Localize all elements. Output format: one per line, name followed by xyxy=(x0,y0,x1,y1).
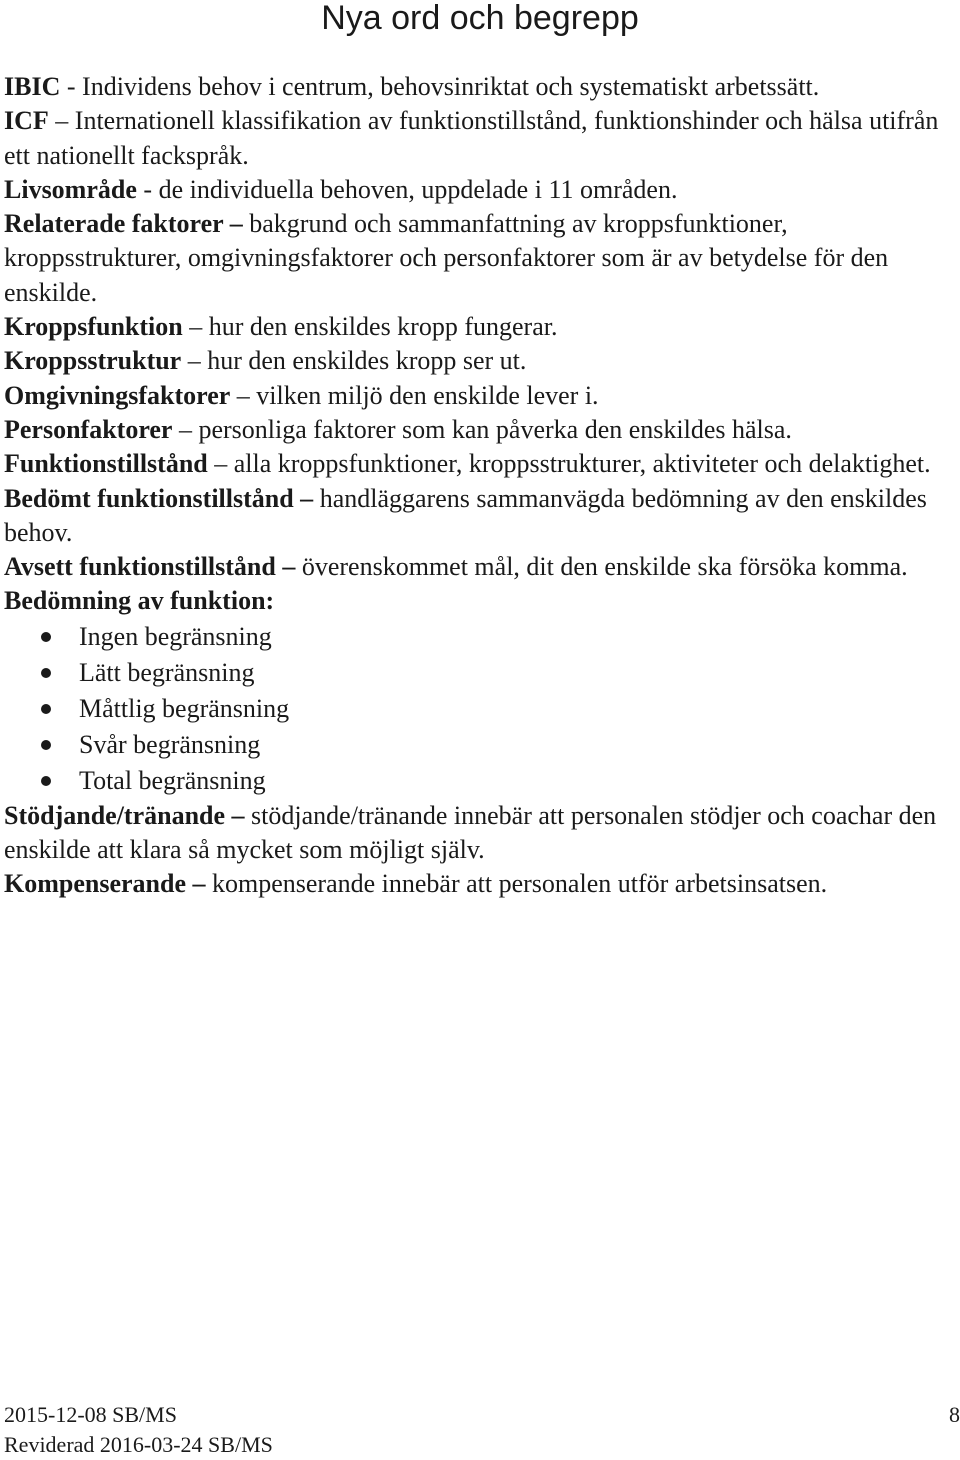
definition-term: Avsett funktionstillstånd – xyxy=(4,552,296,582)
definition-entry xyxy=(4,70,960,104)
bullet-icon xyxy=(41,740,51,750)
bullet-icon xyxy=(41,704,51,714)
definition-separator: – xyxy=(182,312,209,342)
definition-text: hur den enskildes kropp fungerar. xyxy=(208,312,558,342)
page-title: Nya ord och begrepp xyxy=(321,0,639,37)
definition-term: Stödjande/tränande – xyxy=(4,800,245,830)
definition-entry xyxy=(4,173,960,207)
definition-text: de individuella behoven, uppdelade i 11 områden. xyxy=(158,174,678,204)
bullet-icon xyxy=(41,668,51,678)
definition-text: stödjande/tränande innebär att personalen stödjer och coachar den enskilde att klara så mycket som möjligt själv. xyxy=(4,800,937,865)
definition-text: Individens behov i centrum, behovsinriktat och systematiskt arbetssätt. xyxy=(82,72,820,101)
definition-term: Kroppsstruktur xyxy=(4,346,182,376)
definition-entry xyxy=(4,379,960,413)
definition-separator: – xyxy=(207,449,234,479)
definition-entry xyxy=(4,550,960,584)
definition-entry xyxy=(4,104,960,173)
definition-term: Kroppsfunktion xyxy=(4,312,183,342)
bullet-icon xyxy=(41,632,51,642)
definition-text: personliga faktorer som kan påverka den enskildes hälsa. xyxy=(198,414,792,444)
assessment-levels-list xyxy=(4,619,960,799)
definition-text: handläggarens sammanvägda bedömning av den enskildes behov. xyxy=(4,483,927,547)
definition-list-continued xyxy=(4,799,960,902)
footer-revised: Reviderad 2016-03-24 SB/MS xyxy=(4,1432,273,1457)
definition-entry xyxy=(4,867,960,901)
definition-term: Relaterade faktorer – xyxy=(4,209,243,239)
definition-text: överenskommet mål, dit den enskilde ska försöka komma. xyxy=(301,552,908,582)
definition-term: Personfaktorer xyxy=(4,414,173,444)
assessment-level-item xyxy=(4,763,960,799)
assessment-level-item xyxy=(4,691,960,727)
assessment-level-item xyxy=(4,619,960,655)
definition-text: hur den enskildes kropp ser ut. xyxy=(207,346,527,376)
assessment-level-item xyxy=(4,655,960,691)
definition-text: Internationell klassifikation av funktionstillstånd, funktionshinder och hälsa utifrån ett nationellt fackspråk. xyxy=(4,106,939,170)
footer-date: 2015-12-08 SB/MS xyxy=(4,1402,177,1427)
definition-separator: – xyxy=(172,414,199,444)
assessment-level-label: Lätt begränsning xyxy=(79,657,255,687)
definition-entry xyxy=(4,207,960,310)
assessment-level-label: Svår begränsning xyxy=(79,729,261,759)
definition-entry xyxy=(4,799,960,868)
definition-term: IBIC xyxy=(4,72,61,101)
page-number: 8 xyxy=(949,1402,960,1427)
assessment-level-item xyxy=(4,727,960,763)
definition-entry xyxy=(4,310,960,344)
assessment-level-label: Måttlig begränsning xyxy=(79,693,290,723)
definition-text: vilken miljö den enskilde lever i. xyxy=(256,380,599,410)
definition-term: Livsområde xyxy=(4,174,137,204)
definition-entry xyxy=(4,413,960,447)
bullet-icon xyxy=(41,776,51,786)
definition-term: Kompenserande – xyxy=(4,869,206,899)
definition-entry xyxy=(4,482,960,551)
definition-text: kompenserande innebär att personalen utför arbetsinsatsen. xyxy=(212,869,828,899)
definition-list xyxy=(4,70,960,584)
definition-term: Funktionstillstånd xyxy=(4,449,208,479)
definition-text: alla kroppsfunktioner, kroppsstrukturer, aktiviteter och delaktighet. xyxy=(233,449,931,479)
definition-term: Omgivningsfaktorer xyxy=(4,380,231,410)
definition-term: Bedömt funktionstillstånd – xyxy=(4,483,314,513)
definition-separator: – xyxy=(48,106,75,136)
definition-separator: - xyxy=(60,72,83,101)
definition-separator: - xyxy=(136,174,159,204)
page-footer xyxy=(4,1400,273,1460)
definition-text: bakgrund och sammanfattning av kroppsfunktioner, kroppsstrukturer, omgivningsfaktorer och personfaktorer som är av betydelse för den enskilde. xyxy=(4,209,889,307)
definition-entry xyxy=(4,344,960,378)
definition-entry xyxy=(4,447,960,481)
document-body xyxy=(4,70,960,902)
assessment-heading: Bedömning av funktion: xyxy=(4,586,275,616)
definition-separator: – xyxy=(181,346,208,376)
assessment-level-label: Ingen begränsning xyxy=(79,621,272,651)
definition-separator: – xyxy=(230,380,257,410)
definition-term: ICF xyxy=(4,106,49,136)
assessment-level-label: Total begränsning xyxy=(79,765,266,795)
